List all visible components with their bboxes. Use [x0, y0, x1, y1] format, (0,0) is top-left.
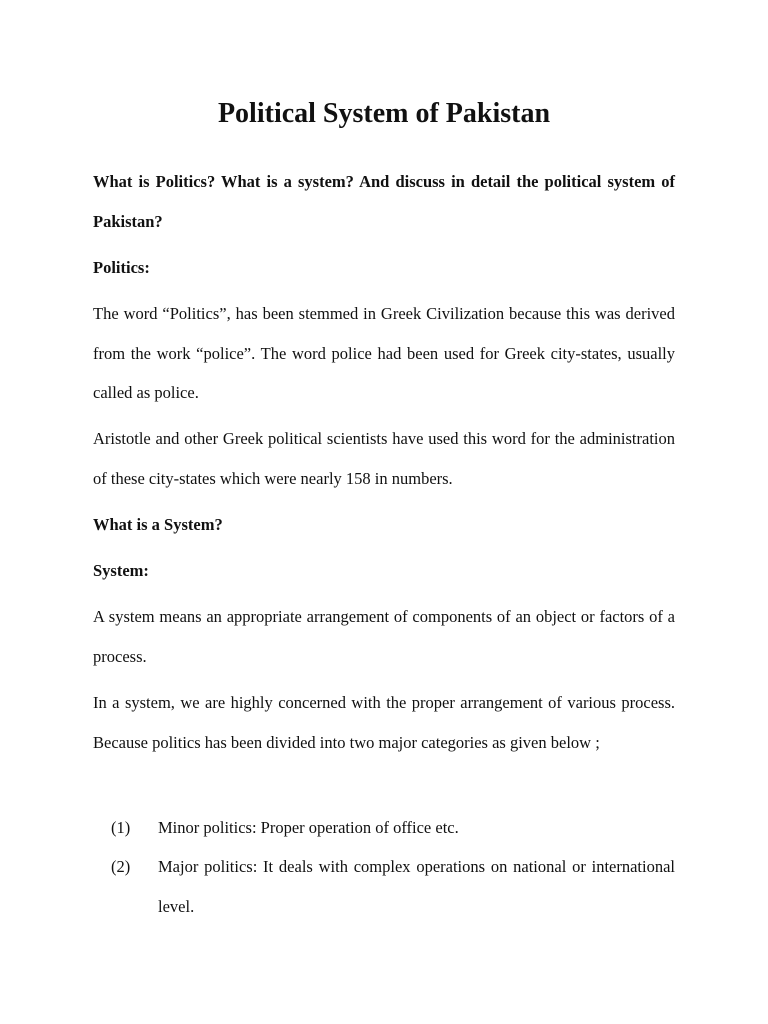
- list-item-number: (1): [111, 818, 131, 837]
- list-item-number: (2): [111, 857, 131, 876]
- politics-heading: Politics:: [93, 258, 150, 277]
- politics-paragraph-1: The word “Politics”, has been stemmed in Greek Civilization because this was derived from the work “police”. The word police had been used for Greek city-states, usually called as police.: [93, 304, 675, 402]
- system-paragraph-2: In a system, we are highly concerned with the proper arrangement of various process. Because politics has been divided into two major categories as given below ;: [93, 693, 675, 752]
- list-item-text: Minor politics: Proper operation of office etc.: [158, 818, 459, 837]
- question-heading: What is Politics? What is a system? And discuss in detail the political system of Pakistan?: [93, 172, 675, 231]
- page-title: Political System of Pakistan: [217, 98, 551, 129]
- list-item-text: Major politics: It deals with complex operations on national or international level.: [158, 857, 675, 916]
- system-paragraph-1: A system means an appropriate arrangement of components of an object or factors of a process.: [93, 607, 675, 666]
- system-heading: System:: [93, 561, 149, 580]
- what-is-system-heading: What is a System?: [93, 515, 223, 534]
- politics-paragraph-2: Aristotle and other Greek political scientists have used this word for the administration of these city-states which were nearly 158 in numbers.: [93, 429, 675, 488]
